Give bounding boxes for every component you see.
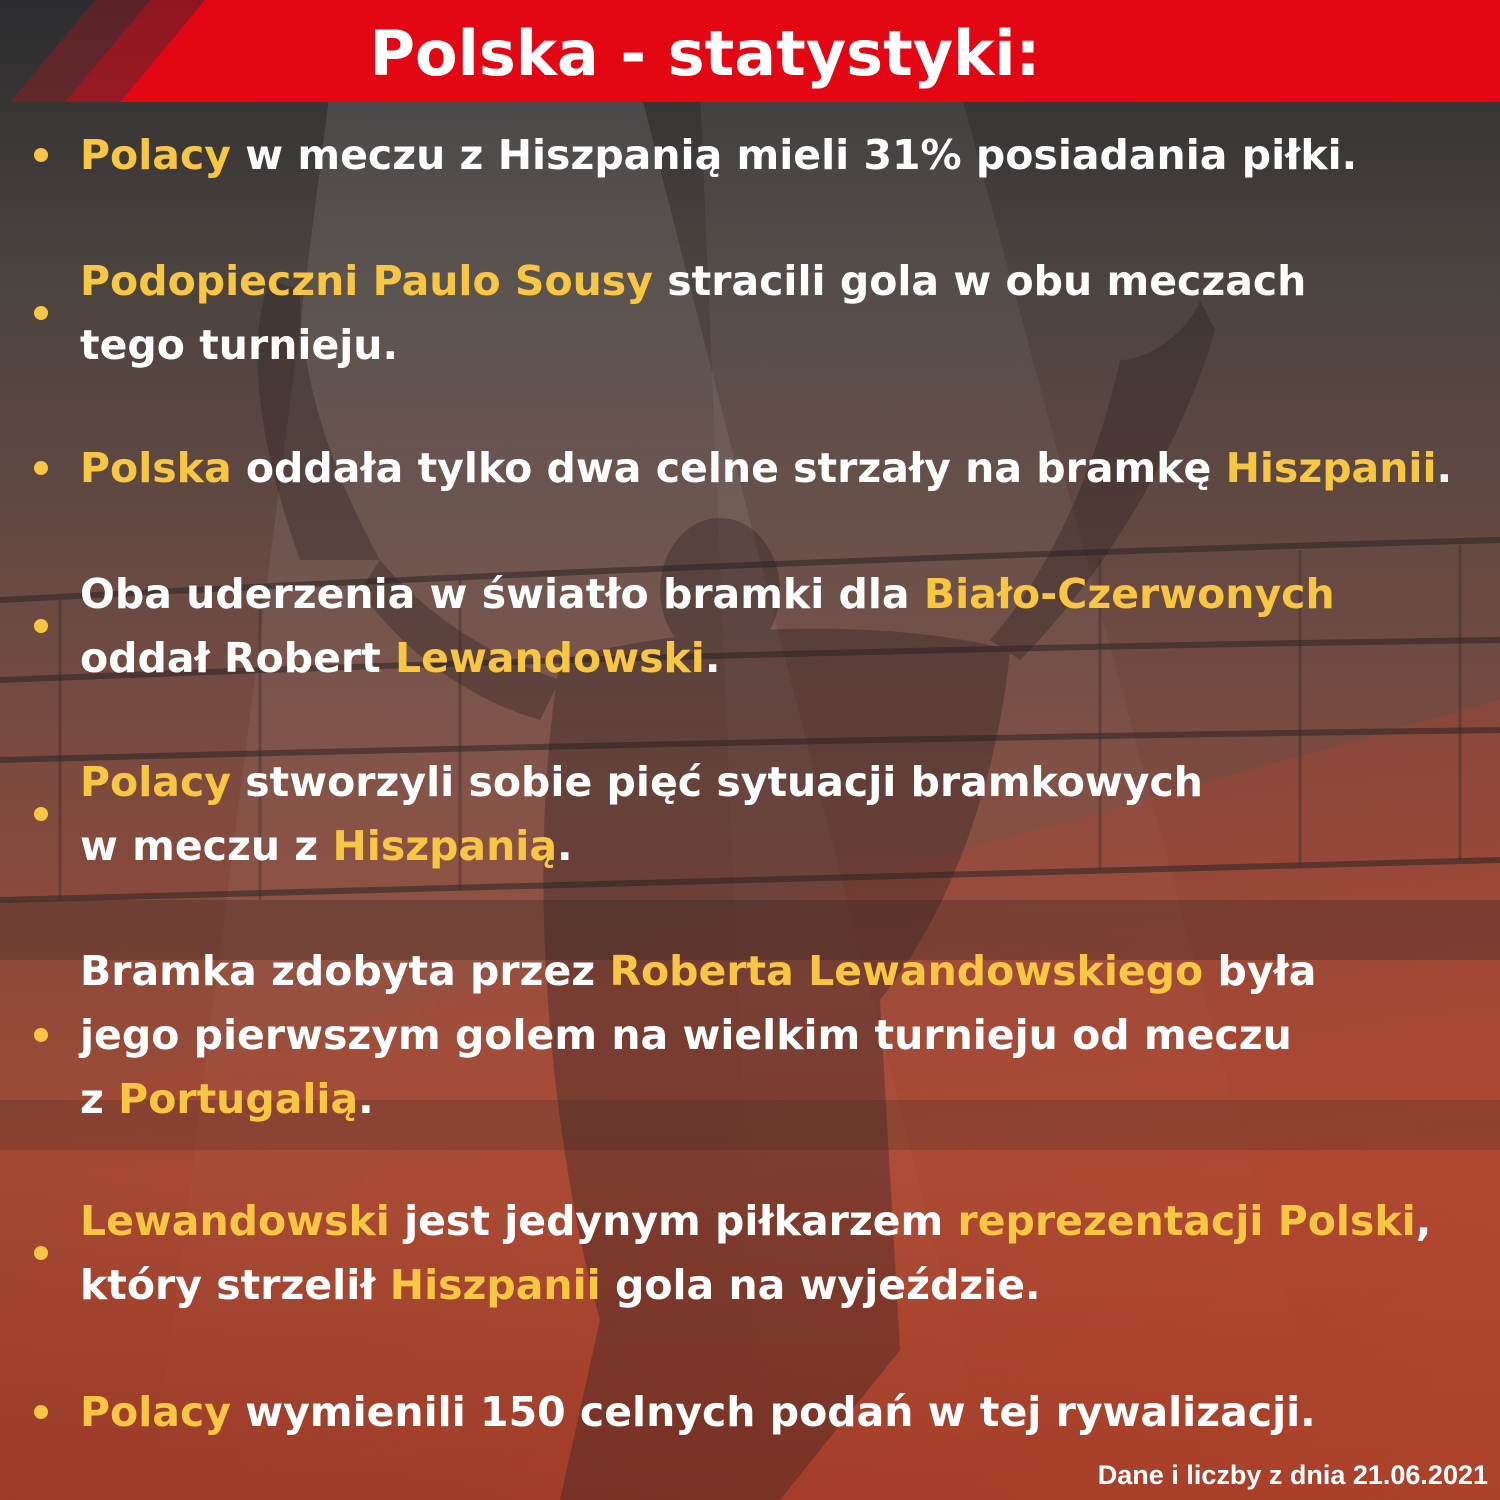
stat-item xyxy=(80,436,1452,500)
bullet-dot-icon xyxy=(34,1028,48,1042)
stat-item xyxy=(80,1189,1431,1317)
stat-item xyxy=(80,750,1203,878)
stat-line xyxy=(80,626,1335,690)
stat-text: z xyxy=(80,1075,119,1123)
stat-text: wymienili 150 celnych podań w tej rywalizacji. xyxy=(230,1388,1316,1436)
highlight-text: Portugalią xyxy=(118,1075,359,1123)
stat-text: , xyxy=(1415,1197,1432,1245)
stat-line xyxy=(80,313,1306,377)
stat-text: oddała tylko dwa celne strzały na bramkę xyxy=(231,444,1226,492)
stat-line xyxy=(80,123,1357,187)
stat-line xyxy=(80,814,1203,878)
stat-text: jest jedynym piłkarzem xyxy=(389,1197,958,1245)
bullet-dot-icon xyxy=(34,619,48,633)
stat-line xyxy=(80,1067,1316,1131)
stat-text: . xyxy=(557,822,573,870)
highlight-text: Polacy xyxy=(80,131,231,179)
stat-line xyxy=(80,750,1203,814)
stat-text: Bramka zdobyta przez xyxy=(80,947,610,995)
data-date-footnote: Dane i liczby z dnia 21.06.2021 xyxy=(1097,1460,1488,1490)
stat-text: który strzelił xyxy=(80,1261,390,1309)
highlight-text: Roberta Lewandowskiego xyxy=(609,947,1204,995)
stat-item xyxy=(80,562,1335,690)
bullet-dot-icon xyxy=(34,807,48,821)
highlight-text: Hiszpanią xyxy=(332,822,558,870)
stat-line xyxy=(80,1003,1316,1067)
stat-text: tego turnieju. xyxy=(80,321,399,369)
stat-line xyxy=(80,1189,1431,1253)
highlight-text: Biało-Czerwonych xyxy=(923,570,1335,618)
header-banner xyxy=(0,0,1500,102)
stat-text: gola na wyjeździe. xyxy=(600,1261,1041,1309)
stat-line xyxy=(80,939,1316,1003)
stat-line xyxy=(80,436,1452,500)
bullet-dot-icon xyxy=(34,1246,48,1260)
bullet-dot-icon xyxy=(34,148,48,162)
stat-line xyxy=(80,1253,1431,1317)
stat-line xyxy=(80,249,1306,313)
stat-line xyxy=(80,562,1335,626)
stat-text: oddał Robert xyxy=(80,634,396,682)
bullet-dot-icon xyxy=(34,1405,48,1419)
stat-text: . xyxy=(704,634,721,682)
stat-line xyxy=(80,1380,1316,1444)
highlight-text: Podopieczni Paulo Sousy xyxy=(80,257,653,305)
highlight-text: Hiszpanii xyxy=(1225,444,1437,492)
stat-text: stracili gola w obu meczach xyxy=(652,257,1307,305)
bullet-dot-icon xyxy=(34,306,48,320)
stat-text: . xyxy=(1436,444,1453,492)
highlight-text: Lewandowski xyxy=(395,634,705,682)
stat-text: stworzyli sobie pięć sytuacji bramkowych xyxy=(230,758,1203,806)
stat-text: była xyxy=(1203,947,1317,995)
stat-text: jego pierwszym golem na wielkim turnieju od meczu xyxy=(80,1011,1292,1059)
highlight-text: Lewandowski xyxy=(80,1197,390,1245)
stat-text: . xyxy=(358,1075,374,1123)
highlight-text: Polacy xyxy=(80,1388,231,1436)
page-title: Polska - statystyki: xyxy=(369,17,1041,90)
stat-item xyxy=(80,249,1306,377)
highlight-text: Polacy xyxy=(80,758,231,806)
highlight-text: Polska xyxy=(80,444,232,492)
bullet-dot-icon xyxy=(34,461,48,475)
stat-item xyxy=(80,1380,1316,1444)
stat-text: Oba uderzenia w światło bramki dla xyxy=(80,570,924,618)
stat-item xyxy=(80,939,1316,1131)
stat-item xyxy=(80,123,1357,187)
highlight-text: Hiszpanii xyxy=(389,1261,601,1309)
highlight-text: reprezentacji Polski xyxy=(957,1197,1416,1245)
stat-text: w meczu z Hiszpanią mieli 31% posiadania piłki. xyxy=(230,131,1358,179)
stat-text: w meczu z xyxy=(80,822,333,870)
